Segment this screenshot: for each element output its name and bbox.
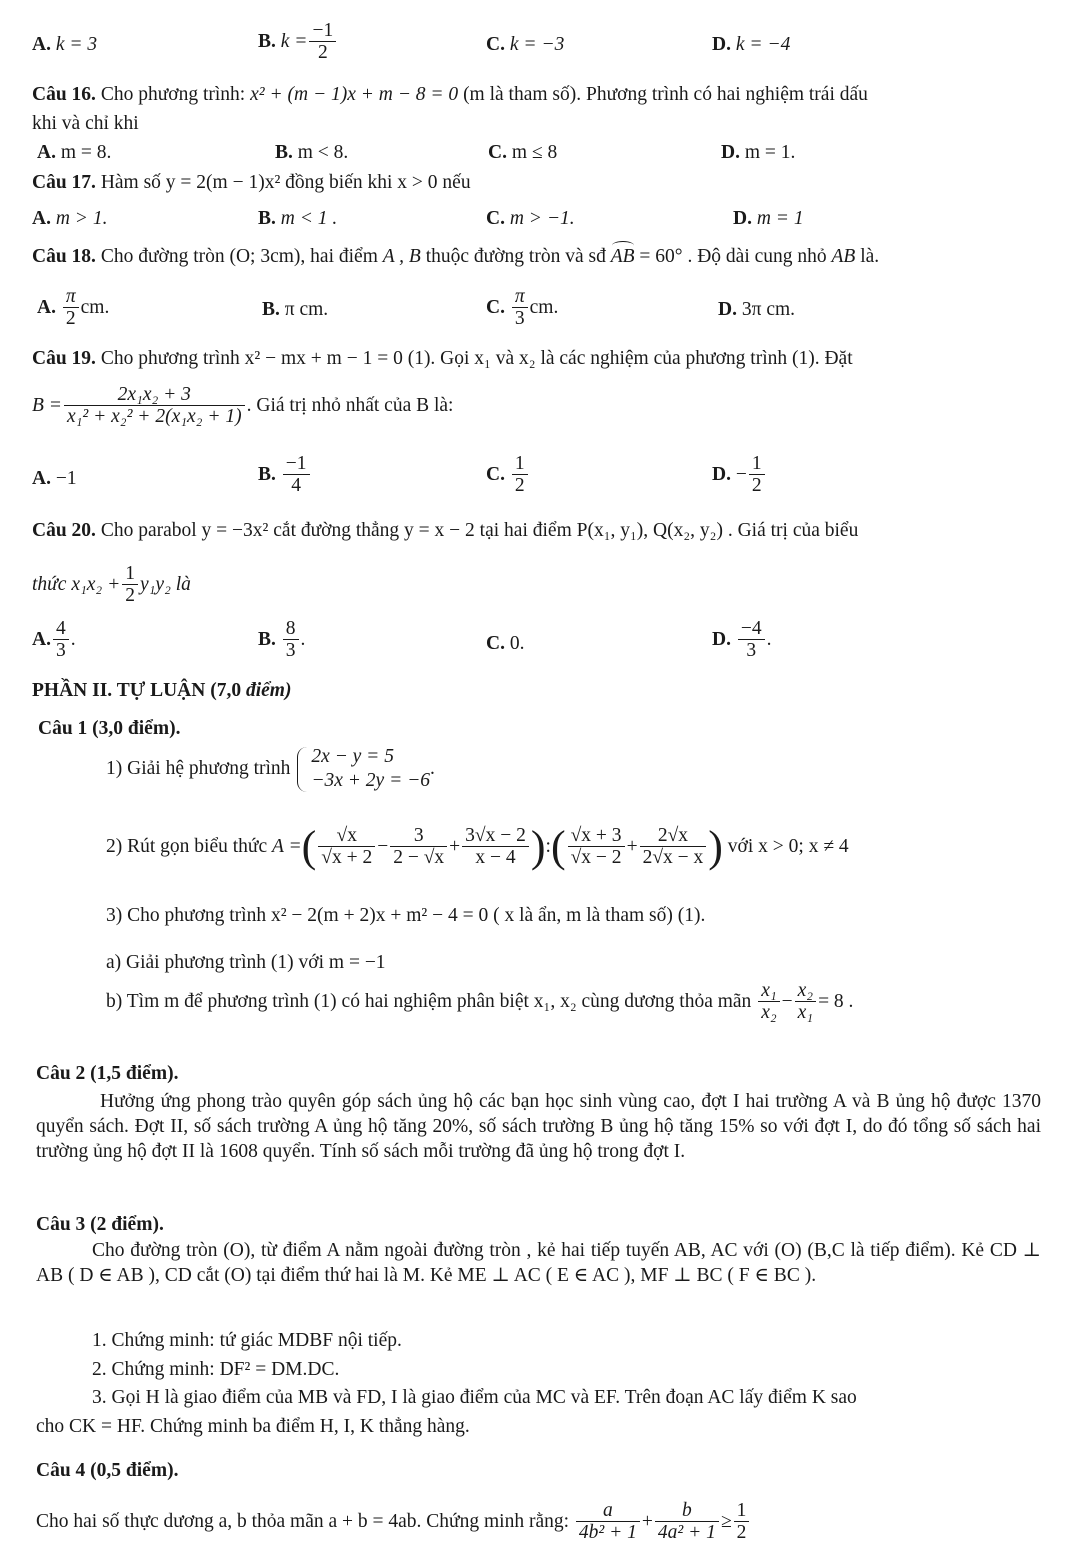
arc-ab: AB (610, 246, 635, 267)
c1-part3b: b) Tìm m để phương trình (1) có hai nghiệm phân biệt x₁, x₂ cùng dương thỏa mãn $\frac{\text{x₁}}{\text{x₂}}$ − $\frac{\text{x₂}}{\text{x₁}}$ = 8 . (106, 980, 854, 1024)
q17-option-b: B. m < 1 . (258, 208, 338, 229)
q16-option-c: C. m ≤ 8 (488, 142, 558, 163)
q16-stem-2: khi và chỉ khi (32, 113, 139, 134)
q19-expression: B = $\frac{\text{2x₁x₂ + 3}}{\text{x₁² + x₂² + 2(x₁x₂ + 1)}}$ . Giá trị nhỏ nhất của B là: (32, 384, 454, 428)
q19-option-b: B. $\frac{-1}{4}$ (258, 453, 312, 498)
c3-item3-cont: cho CK = HF. Chứng minh ba điểm H, I, K thẳng hàng. (36, 1416, 470, 1437)
q18-stem: Câu 18. Cho đường tròn (O; 3cm), hai điểm A , B thuộc đường tròn và sđ AB = 60° . Độ dài cung nhỏ AB là. (32, 246, 880, 267)
q19-option-d: D. − $\frac{1}{2}$ (712, 453, 767, 498)
c2-body: Hưởng ứng phong trào quyên góp sách ủng hộ các bạn học sinh vùng cao, đợt I hai trường A và B ủng hộ được 1370 quyển sách. Đợt II, số sách trường A ủng hộ tăng 20%, số sách trường B ủng hộ tăng 15% so với đợt I, do đó tổng số sách hai trường ủng hộ đợt II là 1608 quyển. Tính số sách mỗi trường đã ủng hộ trong đợt I. (36, 1091, 1041, 1162)
q19-option-a: A. −1 (32, 468, 77, 489)
c4-title: Câu 4 (0,5 điểm). (36, 1460, 179, 1481)
q17-stem: Câu 17. Hàm số y = 2(m − 1)x² đồng biến khi x > 0 nếu (32, 172, 471, 193)
q15-option-d: D. k = −4 (712, 34, 791, 55)
q16-stem: Câu 16. Cho phương trình: x² + (m − 1)x + m − 8 = 0 (m là tham số). Phương trình có hai nghiệm trái dấu (32, 84, 868, 105)
c4-body: Cho hai số thực dương a, b thỏa mãn a + b = 4ab. Chứng minh rằng: $\frac{a}{\text{4b² + 1}}$ + $\frac{b}{\text{4a² + 1}}$ ≥ $\frac{1}{2}$ (36, 1500, 751, 1545)
q16-option-b: B. m < 8. (275, 142, 349, 163)
c1-title: Câu 1 (3,0 điểm). (38, 718, 181, 739)
c3-item3: 3. Gọi H là giao điểm của MB và FD, I là giao điểm của MC và EF. Trên đoạn AC lấy điểm K sao (92, 1387, 857, 1408)
c3-item1: 1. Chứng minh: tứ giác MDBF nội tiếp. (92, 1330, 402, 1351)
c3-body: Cho đường tròn (O), từ điểm A nằm ngoài đường tròn , kẻ hai tiếp tuyến AB, AC với (O) (B,C là tiếp điểm). Kẻ CD ⊥ AB ( D ∈ AB ), CD cắt (O) tại điểm thứ hai là M. Kẻ ME ⊥ AC ( E ∈ AC ), MF ⊥ BC ( F ∈ BC ). (36, 1240, 1041, 1286)
q20-option-b: B. $\frac{8}{3}$ . (258, 618, 306, 662)
c2-title: Câu 2 (1,5 điểm). (36, 1063, 179, 1084)
c3-title: Câu 3 (2 điểm). (36, 1214, 164, 1235)
c1-part2: 2) Rút gọn biểu thức A =( $\frac{√x}{√x + 2}$ − $\frac{3}{2 - √x}$ + $\frac{3√x - 2}{x - 4}$ ):( $\frac{√x + 3}{√x - 2}$ + $\frac{2√x}{2√x - x}$ ) với x > 0; x ≠ 4 (106, 822, 849, 871)
c3-item2: 2. Chứng minh: DF² = DM.DC. (92, 1359, 340, 1380)
q18-option-a: A. $\frac{\pi}{2}$ cm. (37, 286, 110, 330)
q20-option-d: D. $\frac{-4}{3}$ . (712, 618, 772, 662)
q20-expression: thức x₁x₂ + $\frac{1}{2}$ y₁y₂ là (32, 563, 191, 607)
q18-option-b: B. π cm. (262, 299, 329, 320)
q20-stem: Câu 20. Cho parabol y = −3x² cắt đường thẳng y = x − 2 tại hai điểm P(x₁, y₁), Q(x₂, y₂) . Giá trị của biểu (32, 520, 859, 541)
q19-stem: Câu 19. Cho phương trình x² − mx + m − 1 = 0 (1). Gọi x₁ và x₂ là các nghiệm của phương trình (1). Đặt (32, 348, 853, 369)
q15-option-a: A. k = 3 (32, 34, 98, 55)
q16-option-a: A. m = 8. (37, 142, 112, 163)
c1-part3: 3) Cho phương trình x² − 2(m + 2)x + m² − 4 = 0 ( x là ẩn, m là tham số) (1). (106, 905, 706, 926)
q20-option-c: C. 0. (486, 633, 525, 654)
c1-part1: 1) Giải hệ phương trình 2x − y = 5 −3x + 2y = −6 . (106, 745, 435, 794)
q15-option-c: C. k = −3 (486, 34, 565, 55)
q17-option-d: D. m = 1 (733, 208, 804, 229)
q19-option-c: C. $\frac{1}{2}$ (486, 453, 530, 498)
q20-option-a: A. $\frac{4}{3}$ . (32, 618, 76, 662)
q18-option-c: C. $\frac{\pi}{3}$ cm. (486, 286, 559, 330)
q15-option-b: B. k = $\frac{-1}{2}$ (258, 20, 338, 65)
q17-option-a: A. m > 1. (32, 208, 108, 229)
equation-system: 2x − y = 5 −3x + 2y = −6 (295, 745, 430, 794)
q17-option-c: C. m > −1. (486, 208, 575, 229)
part2-heading: PHẦN II. TỰ LUẬN (7,0 điểm) (32, 680, 292, 701)
c1-part3a: a) Giải phương trình (1) với m = −1 (106, 952, 386, 973)
q16-option-d: D. m = 1. (721, 142, 796, 163)
q18-option-d: D. 3π cm. (718, 299, 796, 320)
